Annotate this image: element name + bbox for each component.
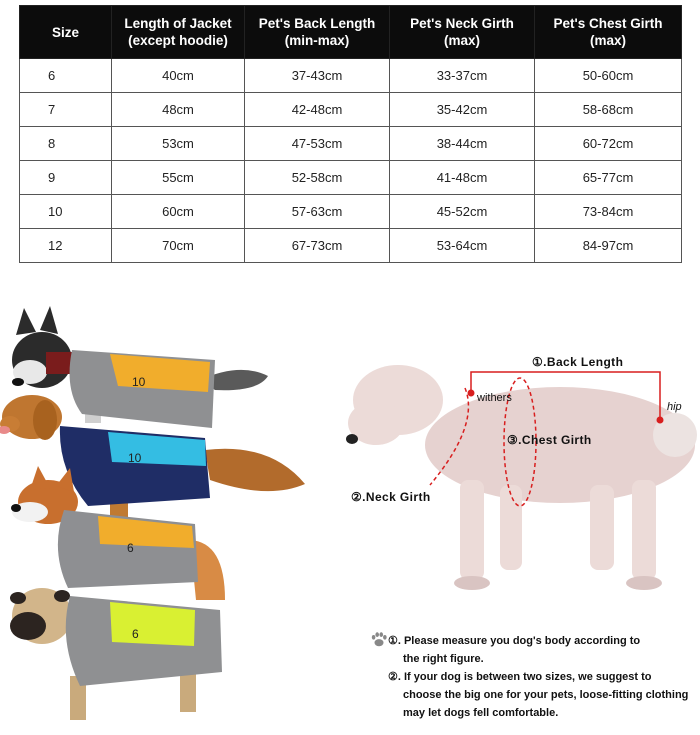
cell-size: 12 — [20, 229, 112, 263]
cell-size: 6 — [20, 59, 112, 93]
withers-point — [468, 390, 475, 397]
note-text: the right figure. — [403, 653, 484, 665]
cell-back-length: 47-53cm — [245, 127, 390, 161]
cell-size: 7 — [20, 93, 112, 127]
size-chart-table — [19, 5, 682, 263]
cell-back-length: 67-73cm — [245, 229, 390, 263]
cell-back-length: 37-43cm — [245, 59, 390, 93]
cell-neck-girth: 38-44cm — [390, 127, 535, 161]
header-size: Size — [20, 6, 112, 59]
measurement-notes — [368, 632, 698, 722]
cell-back-length: 57-63cm — [245, 195, 390, 229]
note-item — [368, 632, 698, 668]
cell-chest-girth: 65-77cm — [535, 161, 682, 195]
cell-neck-girth: 33-37cm — [390, 59, 535, 93]
cell-neck-girth: 35-42cm — [390, 93, 535, 127]
hip-point — [657, 417, 664, 424]
cell-back-length: 42-48cm — [245, 93, 390, 127]
cell-jacket-length: 55cm — [112, 161, 245, 195]
chest-girth-label: ③.Chest Girth — [507, 433, 592, 447]
table-row — [20, 229, 682, 263]
cell-neck-girth: 45-52cm — [390, 195, 535, 229]
table-row — [20, 195, 682, 229]
header-chest-girth: Pet's Chest Girth (max) — [535, 6, 682, 59]
cell-size: 8 — [20, 127, 112, 161]
header-jacket-length: Length of Jacket (except hoodie) — [112, 6, 245, 59]
neck-girth-label: ②.Neck Girth — [351, 490, 431, 504]
cell-size: 10 — [20, 195, 112, 229]
cell-jacket-length: 53cm — [112, 127, 245, 161]
jacket-size-label: 10 — [132, 375, 146, 389]
header-neck-girth: Pet's Neck Girth (max) — [390, 6, 535, 59]
note-item — [368, 668, 698, 722]
note-text: choose the big one for your pets, loose-fitting clothing — [403, 689, 689, 701]
table-row — [20, 161, 682, 195]
pug-dog — [10, 588, 222, 720]
table-row — [20, 59, 682, 93]
cell-chest-girth: 60-72cm — [535, 127, 682, 161]
jacket-size-label: 10 — [128, 451, 142, 465]
note-text: ①. Please measure you dog's body according to — [388, 635, 641, 647]
header-back-length: Pet's Back Length (min-max) — [245, 6, 390, 59]
measurement-diagram-illustration — [340, 345, 700, 600]
cell-jacket-length: 70cm — [112, 229, 245, 263]
jacket-size-label: 6 — [132, 627, 139, 641]
dogs-wearing-jackets-illustration — [0, 300, 330, 735]
cell-chest-girth: 84-97cm — [535, 229, 682, 263]
jacket-size-label: 6 — [127, 541, 134, 555]
cell-neck-girth: 41-48cm — [390, 161, 535, 195]
cell-back-length: 52-58cm — [245, 161, 390, 195]
cell-jacket-length: 40cm — [112, 59, 245, 93]
note-text: ②. If your dog is between two sizes, we suggest to — [388, 671, 652, 683]
cell-chest-girth: 73-84cm — [535, 195, 682, 229]
table-row — [20, 127, 682, 161]
cell-chest-girth: 50-60cm — [535, 59, 682, 93]
poodle-dog — [346, 365, 697, 590]
table-row — [20, 93, 682, 127]
cell-neck-girth: 53-64cm — [390, 229, 535, 263]
cell-jacket-length: 48cm — [112, 93, 245, 127]
cell-chest-girth: 58-68cm — [535, 93, 682, 127]
hip-label: hip — [667, 401, 682, 413]
table-header-row — [20, 6, 682, 59]
note-text: may let dogs fell comfortable. — [403, 707, 559, 719]
cell-jacket-length: 60cm — [112, 195, 245, 229]
withers-label: withers — [477, 392, 512, 404]
cell-size: 9 — [20, 161, 112, 195]
back-length-label: ①.Back Length — [532, 355, 624, 369]
